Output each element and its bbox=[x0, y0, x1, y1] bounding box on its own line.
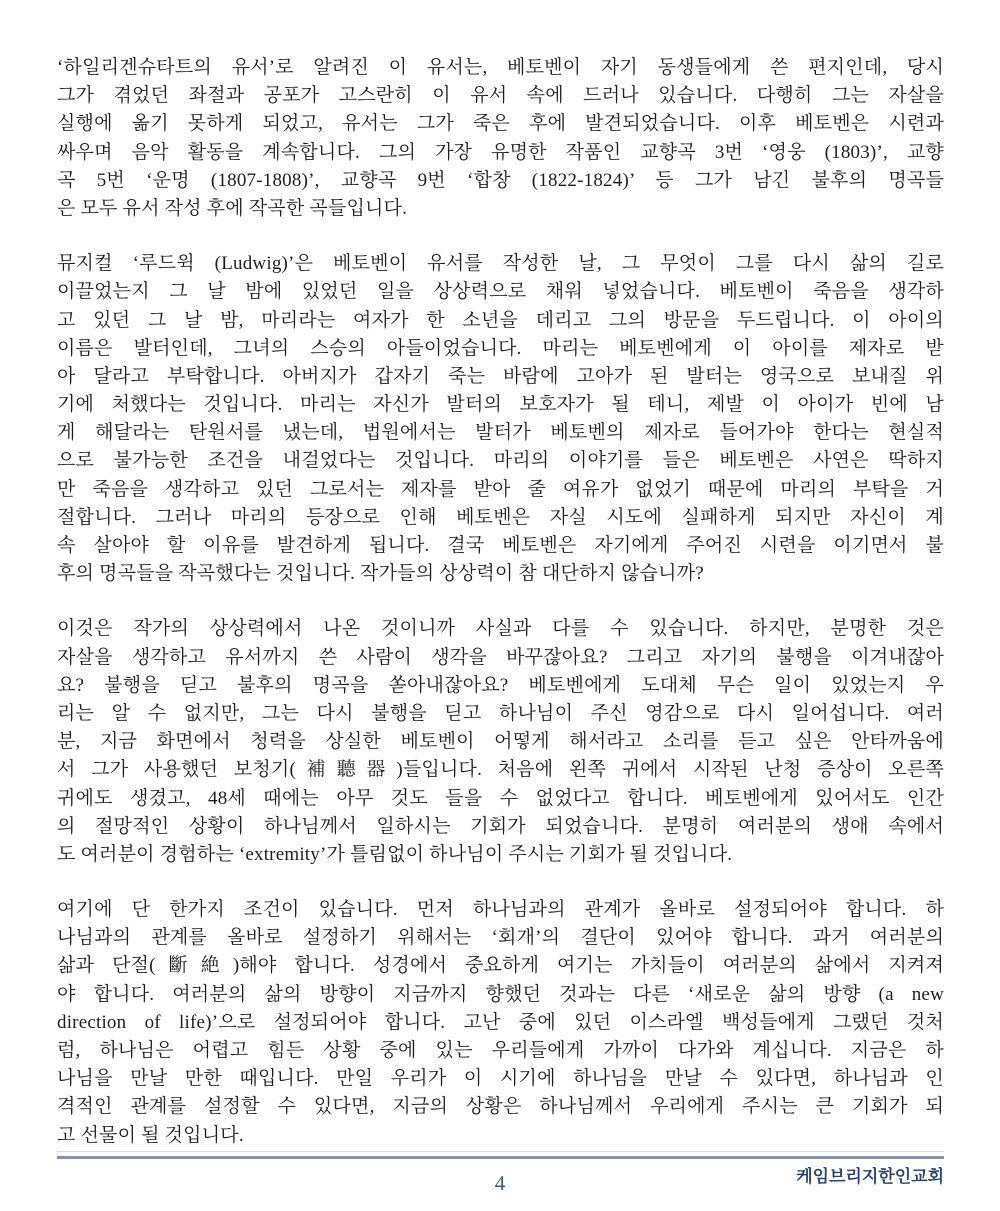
text-line: 은 모두 유서 작성 후에 작곡한 곡들입니다. bbox=[57, 197, 408, 219]
church-name: 케임브리지한인교회 bbox=[796, 1167, 944, 1186]
paragraph bbox=[57, 896, 944, 1150]
text-line: ‘하일리겐슈타트의 유서’로 알려진 이 유서는, 베토벤이 자기 동생들에게 쓴 편지인데, 당시 bbox=[57, 57, 944, 78]
text-line: 이끌었는지 그 날 밤에 있었던 일을 상상력으로 채워 넣었습니다. 베토벤이 죽음을 생각하 bbox=[57, 281, 944, 303]
text-line: direction of life)’으로 설정되어야 합니다. 고난 중에 있던 이스라엘 백성들에게 그랬던 것처 bbox=[57, 1011, 944, 1033]
text-line: 의 절망적인 상황이 하나님께서 일하시는 기회가 되었습니다. 분명히 여러분의 생애 속에서 bbox=[57, 815, 944, 837]
paragraph bbox=[57, 54, 944, 223]
text-line: 곡 5번 ‘운명 (1807-1808)’, 교향곡 9번 ‘합창 (1822-1824)’ 등 그가 남긴 불후의 명곡들 bbox=[57, 169, 944, 191]
text-line: 귀에도 생겼고, 48세 때에는 아무 것도 들을 수 없었다고 합니다. 베토벤에게 있어서도 인간 bbox=[57, 787, 944, 809]
text-line: 실행에 옮기 못하게 되었고, 유서는 그가 죽은 후에 발견되었습니다. 이후 베토벤은 시련과 bbox=[57, 113, 944, 135]
footer-rule-light bbox=[57, 1151, 944, 1152]
paragraph bbox=[57, 250, 944, 588]
text-line: 고 있던 그 날 밤, 마리라는 여자가 한 소년을 데리고 그의 방문을 두드립니다. 이 아이의 bbox=[57, 309, 944, 331]
text-line: 속 살아야 할 이유를 발견하게 됩니다. 결국 베토벤은 자기에게 주어진 시련을 이기면서 불 bbox=[57, 535, 944, 556]
text-line: 분, 지금 화면에서 청력을 상실한 베토벤이 어떻게 해서라고 소리를 듣고 싶은 안타까움에 bbox=[57, 731, 944, 753]
text-line: 싸우며 음악 활동을 계속합니다. 그의 가장 유명한 작품인 교향곡 3번 ‘영웅 (1803)’, 교향 bbox=[57, 141, 944, 163]
text-line: 삶과 단절(斷絶)해야 합니다. 성경에서 중요하게 여기는 가치들이 여러분의 삶에서 지켜져 bbox=[57, 955, 944, 977]
text-line: 자살을 생각하고 유서까지 쓴 사람이 생각을 바꾸잖아요? 그리고 자기의 불행을 이겨내잖아 bbox=[57, 646, 944, 668]
document-body bbox=[57, 54, 944, 1150]
page-number: 4 bbox=[494, 1171, 506, 1195]
text-line: 이름은 발터인데, 그녀의 스승의 아들이었습니다. 마리는 베토벤에게 이 아이를 제자로 받 bbox=[57, 337, 944, 359]
text-line: 나님과의 관계를 올바로 설정하기 위해서는 ‘회개’의 결단이 있어야 합니다. 과거 여러분의 bbox=[57, 927, 944, 949]
text-line: 게 해달라는 탄원서를 냈는데, 법원에서는 발터가 베토벤의 제자로 들어가야 한다는 현실적 bbox=[57, 422, 944, 444]
text-line: 이것은 작가의 상상력에서 나온 것이니까 사실과 다를 수 있습니다. 하지만, 분명한 것은 bbox=[57, 618, 944, 640]
text-line: 요? 불행을 딛고 불후의 명곡을 쏟아내잖아요? 베토벤에게 도대체 무슨 일이 있었는지 우 bbox=[57, 674, 944, 696]
text-line: 고 선물이 될 것입니다. bbox=[57, 1124, 244, 1146]
text-line: 뮤지컬 ‘루드윅 (Ludwig)’은 베토벤이 유서를 작성한 날, 그 무엇이 그를 다시 삶의 길로 bbox=[57, 253, 944, 275]
text-line: 기에 처했다는 것입니다. 마리는 자신가 발터의 보호자가 될 테니, 제발 이 아이가 빈에 남 bbox=[57, 394, 944, 416]
text-line: 도 여러분이 경험하는 ‘extremity’가 틀림없이 하나님이 주시는 기회가 될 것입니다. bbox=[57, 843, 733, 865]
text-line: 서 그가 사용했던 보청기(補聽器)들입니다. 처음에 왼쪽 귀에서 시작된 난청 증상이 오른쪽 bbox=[57, 759, 944, 781]
footer-rule bbox=[57, 1156, 944, 1159]
text-line: 야 합니다. 여러분의 삶의 방향이 지금까지 향했던 것과는 다른 ‘새로운 삶의 방향 (a new bbox=[57, 983, 944, 1005]
text-line: 절합니다. 그러나 마리의 등장으로 인해 베토벤은 자실 시도에 실패하게 되지만 자신이 계 bbox=[57, 506, 944, 528]
text-line: 만 죽음을 생각하고 있던 그로서는 제자를 받아 줄 여유가 없었기 때문에 마리의 부탁을 거 bbox=[57, 478, 944, 500]
text-line: 으로 불가능한 조건을 내걸었다는 것입니다. 마리의 이야기를 들은 베토벤은 사연은 딱하지 bbox=[57, 450, 944, 472]
text-line: 격적인 관계를 설정할 수 있다면, 지금의 상황은 하나님께서 우리에게 주시는 큰 기회가 되 bbox=[57, 1096, 944, 1118]
text-line: 아 달라고 부탁합니다. 아버지가 갑자기 죽는 바람에 고아가 된 발터는 영국으로 보내질 위 bbox=[57, 365, 944, 387]
text-line: 후의 명곡들을 작곡했다는 것입니다. 작가들의 상상력이 참 대단하지 않습니까? bbox=[57, 563, 704, 585]
text-line: 여기에 단 한가지 조건이 있습니다. 먼저 하나님과의 관계가 올바로 설정되어야 합니다. 하 bbox=[57, 899, 944, 921]
text-line: 그가 겪었던 좌절과 공포가 고스란히 이 유서 속에 드러나 있습니다. 다행히 그는 자살을 bbox=[57, 85, 944, 107]
text-line: 나님을 만날 만한 때입니다. 만일 우리가 이 시기에 하나님을 만날 수 있다면, 하나님과 인 bbox=[57, 1068, 944, 1090]
text-line: 리는 알 수 없지만, 그는 다시 불행을 딛고 하나님이 주신 영감으로 다시 일어섭니다. 여러 bbox=[57, 702, 944, 724]
text-line: 럼, 하나님은 어렵고 힘든 상황 중에 있는 우리들에게 가까이 다가와 계십니다. 지금은 하 bbox=[57, 1040, 944, 1061]
paragraph bbox=[57, 615, 944, 869]
